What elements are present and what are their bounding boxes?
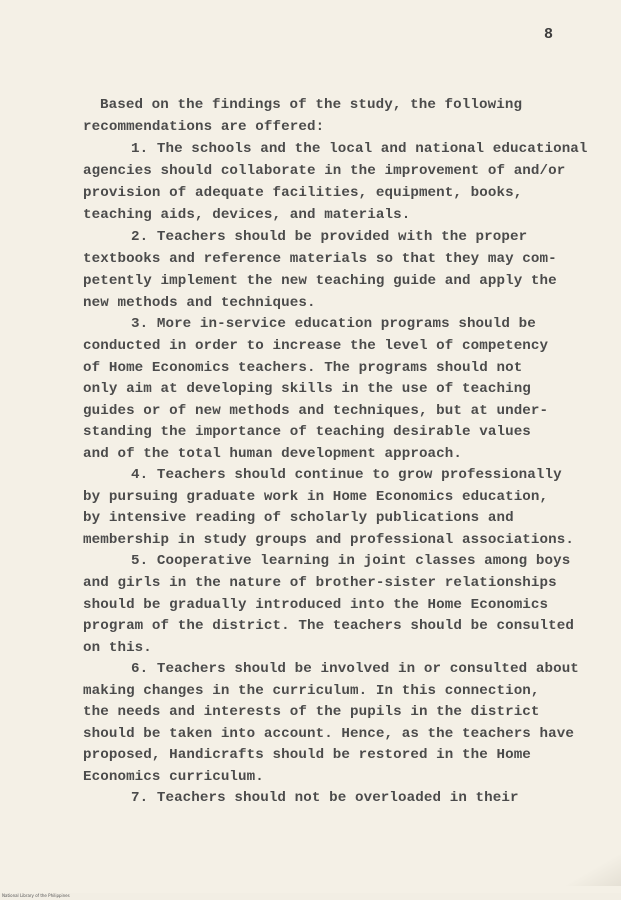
text-line: textbooks and reference materials so that they may com- — [83, 251, 557, 267]
text-line: on this. — [83, 640, 152, 656]
text-line: 6. Teachers should be involved in or consulted about — [131, 661, 579, 677]
text-line: teaching aids, devices, and materials. — [83, 207, 411, 223]
text-line: 4. Teachers should continue to grow professionally — [131, 467, 562, 483]
text-line: petently implement the new teaching guide and apply the — [83, 273, 557, 289]
text-line: new methods and techniques. — [83, 295, 316, 311]
page-edge-shadow — [561, 846, 621, 886]
text-line: making changes in the curriculum. In this connection, — [83, 683, 540, 699]
text-line: membership in study groups and professional associations. — [83, 532, 574, 548]
text-line: should be taken into account. Hence, as the teachers have — [83, 726, 574, 742]
text-line: recommendations are offered: — [83, 119, 325, 135]
text-line: Based on the findings of the study, the following — [100, 97, 523, 113]
text-line: guides or of new methods and techniques, but at under- — [83, 403, 549, 419]
text-line: program of the district. The teachers should be consulted — [83, 618, 574, 634]
text-line: 3. More in-service education programs should be — [131, 316, 536, 332]
page-number: 8 — [544, 26, 554, 43]
text-line: standing the importance of teaching desirable values — [83, 424, 531, 440]
text-line: 5. Cooperative learning in joint classes among boys — [131, 553, 571, 569]
text-line: 1. The schools and the local and national educational — [131, 141, 588, 157]
text-line: 2. Teachers should be provided with the proper — [131, 229, 528, 245]
text-line: by intensive reading of scholarly publications and — [83, 510, 514, 526]
text-line: of Home Economics teachers. The programs should not — [83, 360, 523, 376]
text-line: 7. Teachers should not be overloaded in their — [131, 790, 519, 806]
text-line: conducted in order to increase the level of competency — [83, 338, 549, 354]
text-line: agencies should collaborate in the improvement of and/or — [83, 163, 566, 179]
text-line: only aim at developing skills in the use of teaching — [83, 381, 531, 397]
text-line: by pursuing graduate work in Home Economics education, — [83, 489, 549, 505]
archive-footer: National Library of the Philippines — [2, 893, 70, 898]
text-line: Economics curriculum. — [83, 769, 264, 785]
text-line: and of the total human development approach. — [83, 446, 463, 462]
text-line: the needs and interests of the pupils in the district — [83, 704, 540, 720]
text-line: and girls in the nature of brother-sister relationships — [83, 575, 557, 591]
text-line: proposed, Handicrafts should be restored in the Home — [83, 747, 531, 763]
text-line: provision of adequate facilities, equipment, books, — [83, 185, 523, 201]
text-line: should be gradually introduced into the Home Economics — [83, 597, 549, 613]
